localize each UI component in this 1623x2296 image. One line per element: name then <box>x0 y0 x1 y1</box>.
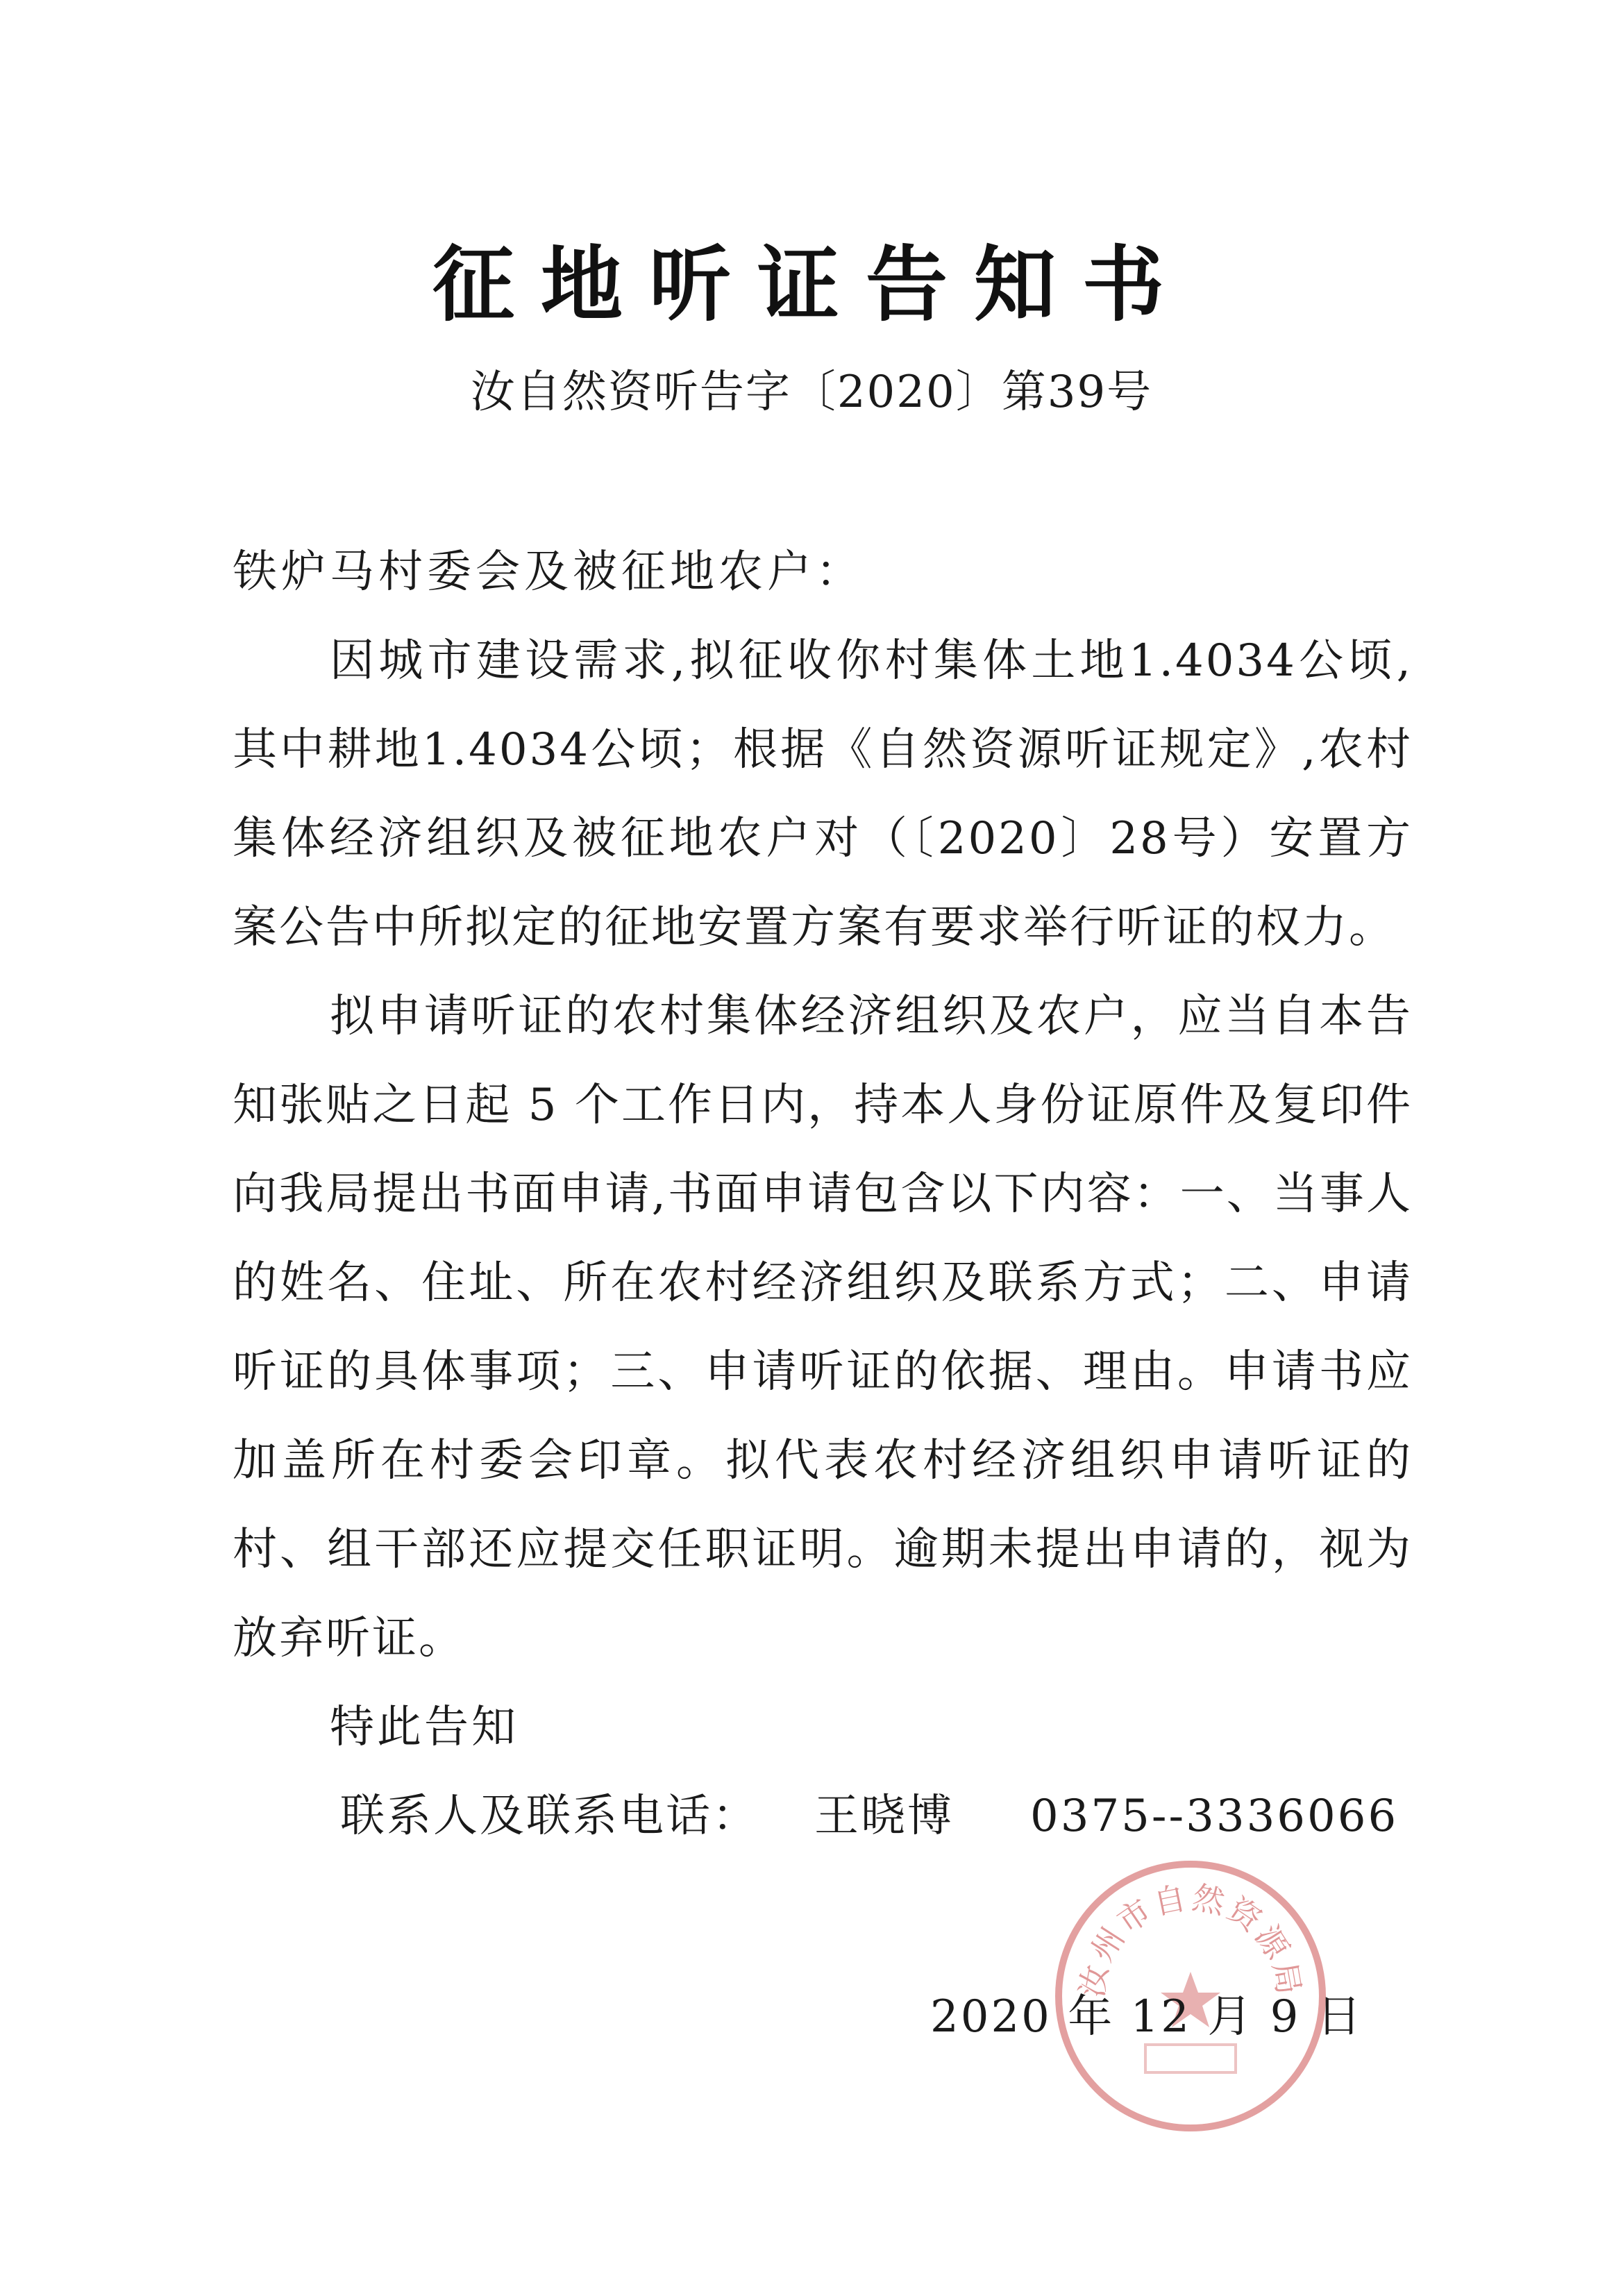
svg-text:汝州市自然资源局: 汝州市自然资源局 <box>1073 1878 1309 2000</box>
closing-phrase: 特此告知 <box>330 1702 519 1753</box>
addressee: 铁炉马村委会及被征地农户： <box>233 546 864 598</box>
paragraph-application-instructions: 拟申请听证的农村集体经济组织及农户，应当自本告知张贴之日起 5 个工作日内，持本人身份证原件及复印件向我局提出书面申请,书面申请包含以下内容：一、当事人的姓名、住址、所在农村经济组织及联系方式；二、申请听证的具体事项；三、申请听证的依据、理由。申请书应加盖所在村委会印章。拟代表农村经济组织申请听证的村、组干部还应提交任职证明。逾期未提出申请的，视为放弃听证。 <box>233 991 1413 1664</box>
contact-label: 联系人及联系电话： <box>340 1791 759 1842</box>
document-date: 2020 年 12 月 9 日 <box>930 1991 1363 2043</box>
document-title: 征地听证告知书 <box>432 237 1191 333</box>
document-body <box>233 528 1413 1861</box>
paragraph-land-acquisition: 因城市建设需求,拟征收你村集体土地1.4034公顷,其中耕地1.4034公顷；根据《自然资源听证规定》,农村集体经济组织及被征地农户对（〔2020〕28号）安置方案公告中所拟定的征地安置方案有要求举行听证的权力。 <box>233 635 1413 953</box>
contact-line <box>233 1772 1413 1861</box>
contact-phone: 0375--3336066 <box>1030 1791 1399 1842</box>
document-number: 汝自然资听告字〔2020〕第39号 <box>470 367 1153 418</box>
contact-name: 王晓博 <box>814 1791 954 1842</box>
